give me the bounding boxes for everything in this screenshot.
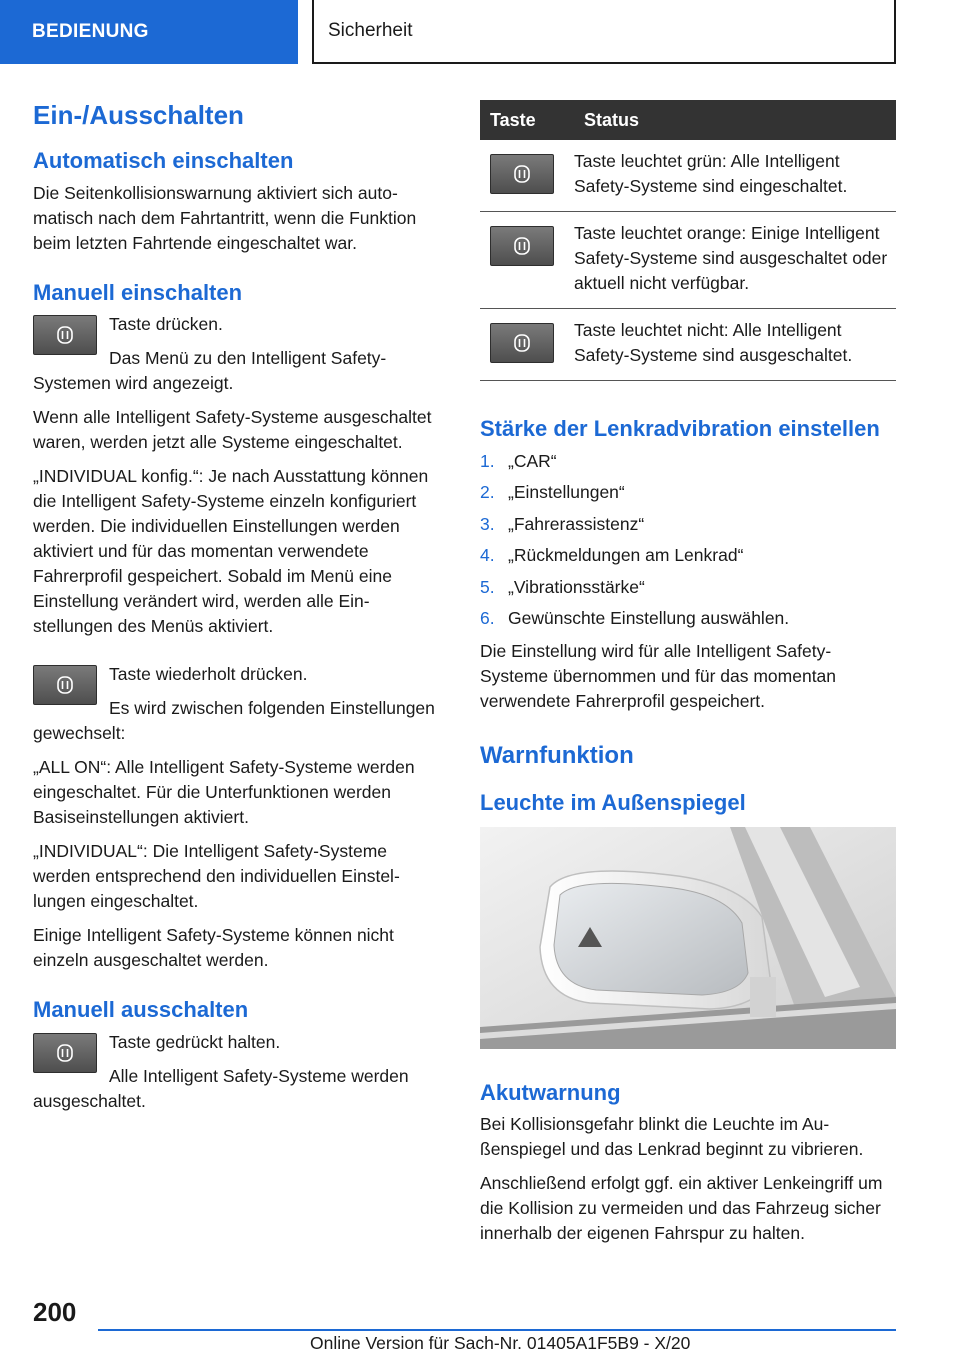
- table-row: [480, 140, 896, 212]
- manual-on-p1: Taste drücken.: [109, 314, 223, 335]
- table-header-key: Taste: [480, 100, 574, 140]
- manual-off-heading: Manuell ausschalten: [33, 997, 249, 1023]
- footer-divider: [98, 1329, 896, 1331]
- left-column: [33, 100, 441, 1123]
- manual-off-p2: Alle Intelligent Safety-Systeme werden ausgeschaltet.: [33, 1065, 409, 1111]
- table-cell-status: Taste leuchtet grün: Alle Intelligent Safety-Systeme sind eingeschaltet.: [574, 140, 896, 212]
- list-item: 1. „CAR“: [480, 450, 557, 471]
- auto-text: Die Seitenkollisionswarnung aktiviert sich automatisch nach dem Fahrtantritt, wenn die Funktion beim letzten Fahrtende eingeschaltet war.: [33, 182, 417, 253]
- manual-on-p2: Das Menü zu den Intelligent Safety-Systemen wird angezeigt.: [33, 348, 387, 394]
- acute-p2: Anschließend erfolgt ggf. ein aktiver Lenkeingriff um die Kollision zu vermeiden und das Fahrzeug sicher innerhalb der eigenen Fahrspur zu halten.: [480, 1173, 883, 1243]
- manual-on-p7: „ALL ON“: Alle Intelligent Safety-Systeme werden eingeschaltet. Für die Unterfunktionen werden Basiseinstellungen aktiviert.: [33, 757, 415, 828]
- intelligent-safety-button-icon: [33, 665, 97, 705]
- page-number: 200: [33, 1297, 77, 1327]
- header-section: BEDIENUNG: [0, 0, 298, 64]
- table-header-row: [480, 100, 896, 140]
- list-item: 4. „Rückmeldungen am Lenkrad“: [480, 545, 744, 565]
- page-title: Ein-/Ausschalten: [33, 100, 244, 130]
- table-row: [480, 212, 896, 309]
- table-row: [480, 309, 896, 381]
- manual-on-heading: Manuell einschalten: [33, 279, 243, 305]
- right-column: [480, 100, 896, 1255]
- manual-on-press: [33, 312, 441, 396]
- manual-on-p6: Es wird zwischen folgenden Einstellungen gewechselt:: [33, 698, 435, 744]
- footer-online-version: Online Version für Sach-Nr. 01405A1F5B9 - X/20: [310, 1333, 691, 1353]
- intelligent-safety-button-icon: [490, 226, 554, 266]
- list-item: 3. „Fahrerassistenz“: [480, 513, 645, 534]
- warn-subheading: Leuchte im Außenspiegel: [480, 790, 746, 815]
- intelligent-safety-button-icon: [33, 315, 97, 355]
- vibration-heading: Stärke der Lenkradvibration einstellen: [480, 416, 880, 441]
- side-mirror-image: [480, 827, 896, 1049]
- table-header-status: Status: [574, 100, 896, 140]
- manual-on-p8: „INDIVIDUAL“: Die Intelligent Safety-Systeme werden entsprechend den individuellen Einstellungen eingeschaltet.: [33, 841, 400, 912]
- intelligent-safety-button-icon: [490, 323, 554, 363]
- table-cell-status: Taste leuchtet orange: Einige Intelligent Safety-Systeme sind ausgeschaltet oder aktuell nicht verfügbar.: [574, 212, 896, 309]
- list-item: 5. „Vibrationsstärke“: [480, 576, 645, 597]
- manual-off-hold: [33, 1030, 441, 1114]
- intelligent-safety-button-icon: [490, 154, 554, 194]
- warn-heading: Warnfunktion: [480, 742, 634, 769]
- acute-p1: Bei Kollisionsgefahr blinkt die Leuchte im Außenspiegel und das Lenkrad beginnt zu vibrieren.: [480, 1114, 864, 1159]
- status-table: [480, 100, 896, 381]
- manual-on-repeat: [33, 662, 441, 746]
- header-chapter: Sicherheit: [312, 0, 896, 64]
- manual-on-p5: Taste wiederholt drücken.: [109, 664, 308, 685]
- table-cell-status: Taste leuchtet nicht: Alle Intelligent Safety-Systeme sind ausgeschaltet.: [574, 309, 896, 381]
- vibration-note: Die Einstellung wird für alle Intelligent Safety-Systeme übernommen und für das momentan verwendete Fahrerprofil gespeichert.: [480, 641, 837, 711]
- manual-on-p9: Einige Intelligent Safety-Systeme können nicht einzeln ausgeschaltet werden.: [33, 925, 394, 971]
- list-item: 6. Gewünschte Einstellung auswählen.: [480, 608, 790, 628]
- auto-heading: Automatisch einschalten: [33, 148, 294, 174]
- manual-off-p1: Taste gedrückt halten.: [109, 1031, 281, 1052]
- acute-heading: Akutwarnung: [480, 1079, 621, 1105]
- intelligent-safety-button-icon: [33, 1033, 97, 1073]
- manual-on-p4: „INDIVIDUAL konfig.“: Je nach Ausstattung können die Intelligent Safety-Systeme einzeln konfiguriert werden. Die individuellen Einstellungen werden aktiviert und für das momentan verwendete Fahrerprofil gespeichert. Sobald im Menü eine Einstellung verändert wird, werden alle Einstellungen des Menüs aktiviert.: [33, 466, 429, 637]
- manual-on-p3: Wenn alle Intelligent Safety-Systeme ausgeschaltet waren, werden jetzt alle Systeme eingeschaltet.: [33, 407, 432, 453]
- list-item: 2. „Einstellungen“: [480, 482, 625, 502]
- vibration-steps: [480, 449, 896, 632]
